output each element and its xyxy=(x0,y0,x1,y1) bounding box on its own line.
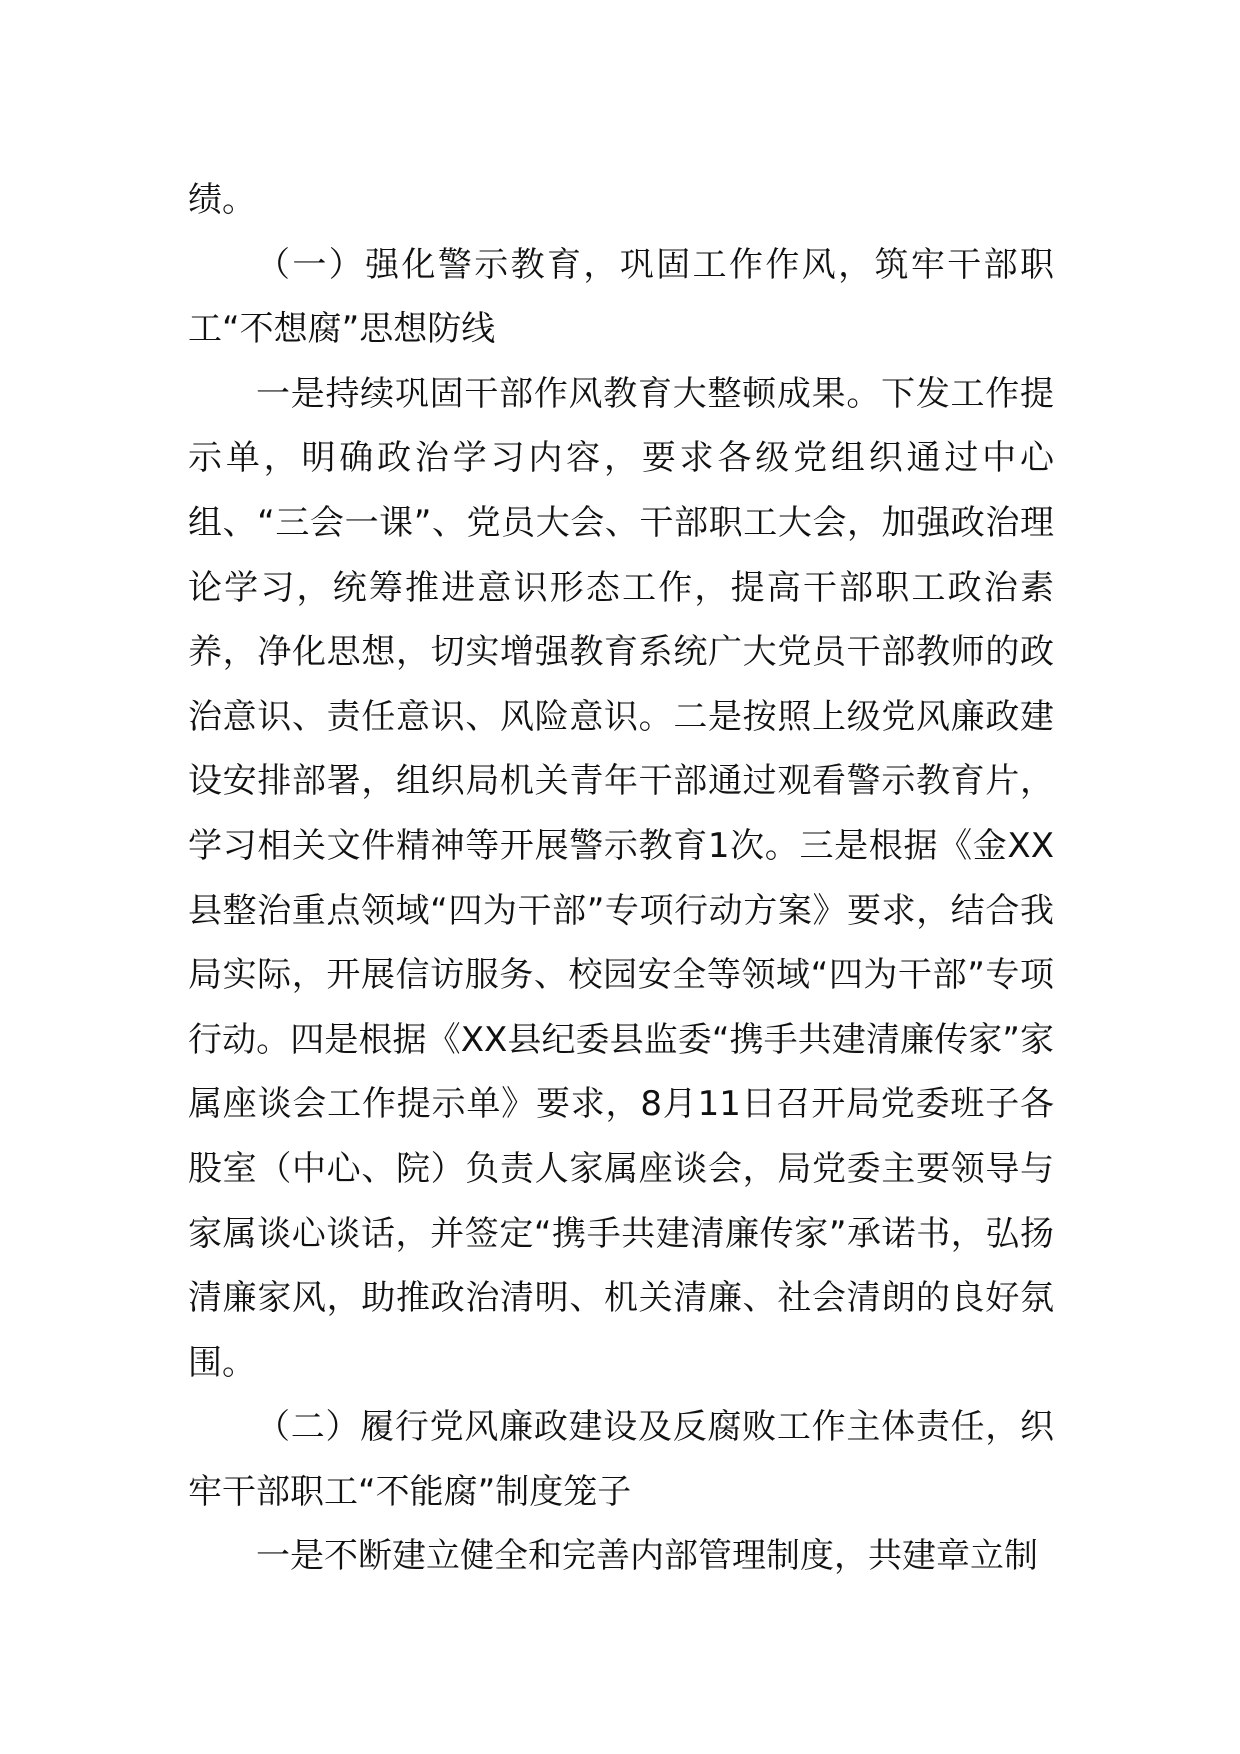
section-2-heading: （二）履行党风廉政建设及反腐败工作主体责任，织牢干部职工“不能腐”制度笼子 xyxy=(188,1407,1054,1512)
document-body xyxy=(188,168,1054,1589)
section-1-paragraph: 一是持续巩固干部作风教育大整顿成果。下发工作提示单，明确政治学习内容，要求各级党组织通过中心组、“三会一课”、党员大会、干部职工大会，加强政治理论学习，统筹推进意识形态工作，提高干部职工政治素养，净化思想，切实增强教育系统广大党员干部教师的政治意识、责任意识、风险意识。二是按照上级党风廉政建设安排部署，组织局机关青年干部通过观看警示教育片，学习相关文件精神等开展警示教育1次。三是根据《金XX县整治重点领域“四为干部”专项行动方案》要求，结合我局实际，开展信访服务、校园安全等领域“四为干部”专项行动。四是根据《XX县纪委县监委“携手共建清廉传家”家属座谈会工作提示单》要求，8月11日召开局党委班子各股室（中心、院）负责人家属座谈会，局党委主要领导与家属谈心谈话，并签定“携手共建清廉传家”承诺书，弘扬清廉家风，助推政治清明、机关清廉、社会清朗的良好氛围。 xyxy=(188,373,1054,1383)
continuation-text: 绩。 xyxy=(188,180,256,220)
section-1-heading: （一）强化警示教育，巩固工作作风，筑牢干部职工“不想腐”思想防线 xyxy=(188,244,1054,350)
section-2-paragraph: 一是不断建立健全和完善内部管理制度，共建章立制 xyxy=(256,1536,1038,1577)
